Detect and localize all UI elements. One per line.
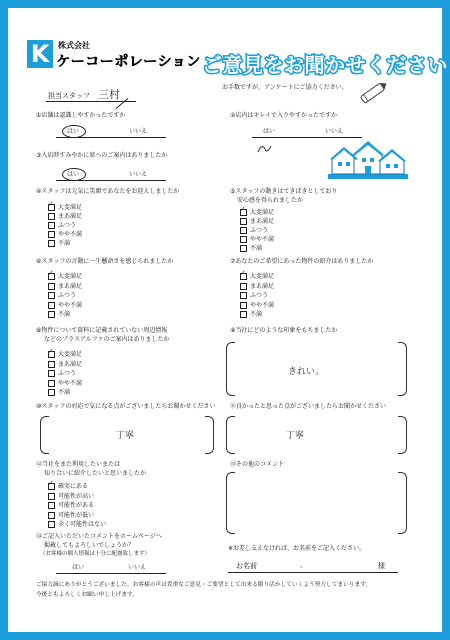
q7-options xyxy=(240,271,274,319)
q14-note: （お客様の個人情報は十分に配慮致します） xyxy=(40,551,151,557)
q13-label: ⑬その他のコメント xyxy=(230,461,285,468)
q9-answer: きれい。 xyxy=(288,367,325,377)
q4-options xyxy=(48,202,82,247)
q12-option[interactable]: 可能性が高い xyxy=(48,491,106,501)
checkbox[interactable] xyxy=(48,389,55,396)
checkbox[interactable] xyxy=(48,521,55,528)
q5-option[interactable]: まあ満足 xyxy=(240,216,274,225)
checkbox[interactable] xyxy=(48,204,55,211)
checkbox[interactable] xyxy=(48,213,55,220)
intro-text: お手数ですが、アンケートにご協力ください。 xyxy=(222,84,348,91)
q3-underline xyxy=(56,180,166,181)
q1-underline xyxy=(56,137,166,138)
q9-label: ⑨当社にどのような印象をもちましたか xyxy=(230,327,338,334)
q14-label: ⑭ご記入いただいたコメントをホームページへ xyxy=(36,533,162,540)
footer-line-2: 今後ともよろしくお願い申し上げます。 xyxy=(36,592,138,598)
footer-line-1: ご協力誠にありがとうございました。お客様の声は貴重なご意見・ご要望として出来る限り活かしていくよう努力してまいります。 xyxy=(36,582,372,588)
q8-option[interactable]: 不満 xyxy=(48,387,82,397)
staff-name: 三村 xyxy=(98,88,120,101)
q8-option[interactable]: ふつう xyxy=(48,368,82,378)
q2-no[interactable]: いいえ xyxy=(325,128,344,135)
checkbox[interactable] xyxy=(240,227,247,234)
checkbox[interactable] xyxy=(240,292,247,299)
q5-label-2: 安心感を得られましたか xyxy=(237,197,304,204)
q8-option[interactable]: まあ満足 xyxy=(48,359,82,369)
name-value[interactable]: 、 xyxy=(300,561,307,569)
checkbox[interactable] xyxy=(48,380,55,387)
company-name: ケーコーポレーション xyxy=(56,54,201,70)
q7-label: ⑦あなたのご希望にあった物件の紹介はありましたか xyxy=(230,258,374,265)
q2-yes[interactable]: はい xyxy=(263,128,276,135)
q12-option[interactable]: 可能性が低い xyxy=(48,510,106,520)
q14-underline xyxy=(56,573,166,574)
checkbox[interactable] xyxy=(48,240,55,247)
checkbox[interactable] xyxy=(240,245,247,252)
q6-option[interactable]: ふつう xyxy=(48,290,82,300)
checkbox[interactable] xyxy=(48,231,55,238)
name-label: お名前 xyxy=(236,562,257,570)
q4-label: ④スタッフは元気に笑顔であなたをお迎えしましたか xyxy=(36,188,180,195)
q4-option[interactable]: まあ満足 xyxy=(48,211,82,220)
checkbox[interactable] xyxy=(48,351,55,358)
q12-options xyxy=(48,481,106,529)
q2-handwritten-mark xyxy=(255,140,275,158)
q12-option[interactable]: ✓確実にある xyxy=(48,481,106,491)
q4-option[interactable]: やや不満 xyxy=(48,229,82,238)
checkbox[interactable] xyxy=(48,311,55,318)
q11-bracket-left xyxy=(226,416,235,454)
q12-option[interactable]: 全く可能性はない xyxy=(48,519,106,529)
q12-option[interactable]: 可能性がある xyxy=(48,500,106,510)
q7-option[interactable]: 不満 xyxy=(240,309,274,319)
name-note: ※お差し支えなければ、お名前をご記入ください。 xyxy=(228,545,366,552)
company-logo: K xyxy=(27,40,53,68)
checkbox[interactable] xyxy=(48,292,55,299)
q10-bracket-left xyxy=(40,416,49,454)
q1-no[interactable]: いいえ xyxy=(129,128,148,135)
q7-option[interactable]: ふつう xyxy=(240,290,274,300)
checkbox[interactable] xyxy=(240,311,247,318)
checkbox[interactable] xyxy=(48,483,55,490)
q3-yes[interactable]: はい xyxy=(67,171,80,178)
q6-options xyxy=(48,271,82,319)
q4-option[interactable]: 不満 xyxy=(48,238,82,247)
q10-answer: 丁寧 xyxy=(116,431,135,441)
q5-options xyxy=(240,207,274,252)
q6-label: ⑥スタッフの言動に一生懸命さを感じられましたか xyxy=(36,258,174,265)
checkbox[interactable] xyxy=(240,236,247,243)
checkbox[interactable] xyxy=(240,209,247,216)
q4-option[interactable]: ふつう xyxy=(48,220,82,229)
q13-bracket-left xyxy=(226,472,235,534)
checkbox[interactable] xyxy=(48,370,55,377)
q3-label: ③入店時すみやかに席へのご案内はありましたか xyxy=(36,152,168,159)
checkbox[interactable] xyxy=(240,273,247,280)
q4-option[interactable]: ✓大変満足 xyxy=(48,202,82,211)
q8-options xyxy=(48,349,82,397)
checkbox[interactable] xyxy=(48,493,55,500)
staff-label: 担当スタッフ xyxy=(48,92,90,100)
q12-label: ⑫当社をまた利用したいまたは xyxy=(36,461,121,468)
q7-option[interactable]: ✓大変満足 xyxy=(240,271,274,281)
q8-label-2: などのプラスアルファのご案内はありましたか xyxy=(44,336,170,343)
q6-option[interactable]: 不満 xyxy=(48,309,82,319)
q11-answer: 丁寧 xyxy=(286,431,305,441)
checkbox[interactable] xyxy=(48,222,55,229)
q1-yes[interactable]: はい xyxy=(67,128,80,135)
q10-label: ⑩スタッフの対応で気になる点がございましたらお聞かせください xyxy=(36,403,216,410)
q8-option[interactable]: ✓大変満足 xyxy=(48,349,82,359)
checkbox[interactable] xyxy=(48,273,55,280)
q5-option[interactable]: ✓大変満足 xyxy=(240,207,274,216)
q5-option[interactable]: ふつう xyxy=(240,225,274,234)
checkbox[interactable] xyxy=(240,302,247,309)
q11-label: ⑪良かったと思った点がございましたらお聞かせください xyxy=(230,403,387,410)
checkbox[interactable] xyxy=(240,218,247,225)
houses-illustration xyxy=(328,138,408,180)
q14-yes[interactable]: はい xyxy=(72,564,85,571)
q6-option[interactable]: ✓大変満足 xyxy=(48,271,82,281)
checkbox[interactable] xyxy=(48,283,55,290)
q7-option[interactable]: まあ満足 xyxy=(240,281,274,291)
q9-bracket-right xyxy=(398,342,407,396)
q10-bracket-right xyxy=(205,416,214,454)
q5-label: ⑤スタッフの動きはてきぱきとしており xyxy=(230,188,338,195)
q14-no[interactable]: いいえ xyxy=(128,564,147,571)
q1-label: ①店舗は認識しやすかったですか xyxy=(36,112,126,119)
pen-icon xyxy=(355,80,391,108)
q3-no[interactable]: いいえ xyxy=(129,171,148,178)
q14-label-2: 掲載してもよろしいでしょうか？ xyxy=(44,542,135,549)
q6-option[interactable]: やや不満 xyxy=(48,300,82,310)
q11-bracket-right xyxy=(398,416,407,454)
checkbox[interactable] xyxy=(48,502,55,509)
page-title: ご意見をお聞かせください xyxy=(202,53,448,77)
company-type: 株式会社 xyxy=(58,41,90,50)
q2-label: ②店内はキレイで入りやすかったですか xyxy=(230,112,338,119)
checkbox[interactable] xyxy=(48,512,55,519)
q9-bracket-left xyxy=(226,342,235,396)
q5-option[interactable]: やや不満 xyxy=(240,234,274,243)
name-suffix: 様 xyxy=(378,562,385,570)
q8-option[interactable]: やや不満 xyxy=(48,378,82,388)
q13-bracket-right xyxy=(398,472,407,534)
checkbox[interactable] xyxy=(48,361,55,368)
q7-option[interactable]: やや不満 xyxy=(240,300,274,310)
q5-option[interactable]: 不満 xyxy=(240,243,274,252)
q8-label: ⑧物件について資料に記載されていない周辺情報 xyxy=(36,327,168,334)
checkbox[interactable] xyxy=(48,302,55,309)
name-underline xyxy=(228,572,398,573)
q6-option[interactable]: まあ満足 xyxy=(48,281,82,291)
checkbox[interactable] xyxy=(240,283,247,290)
q12-label-2: 知り合いに紹介したいと思いましたか xyxy=(44,470,147,477)
